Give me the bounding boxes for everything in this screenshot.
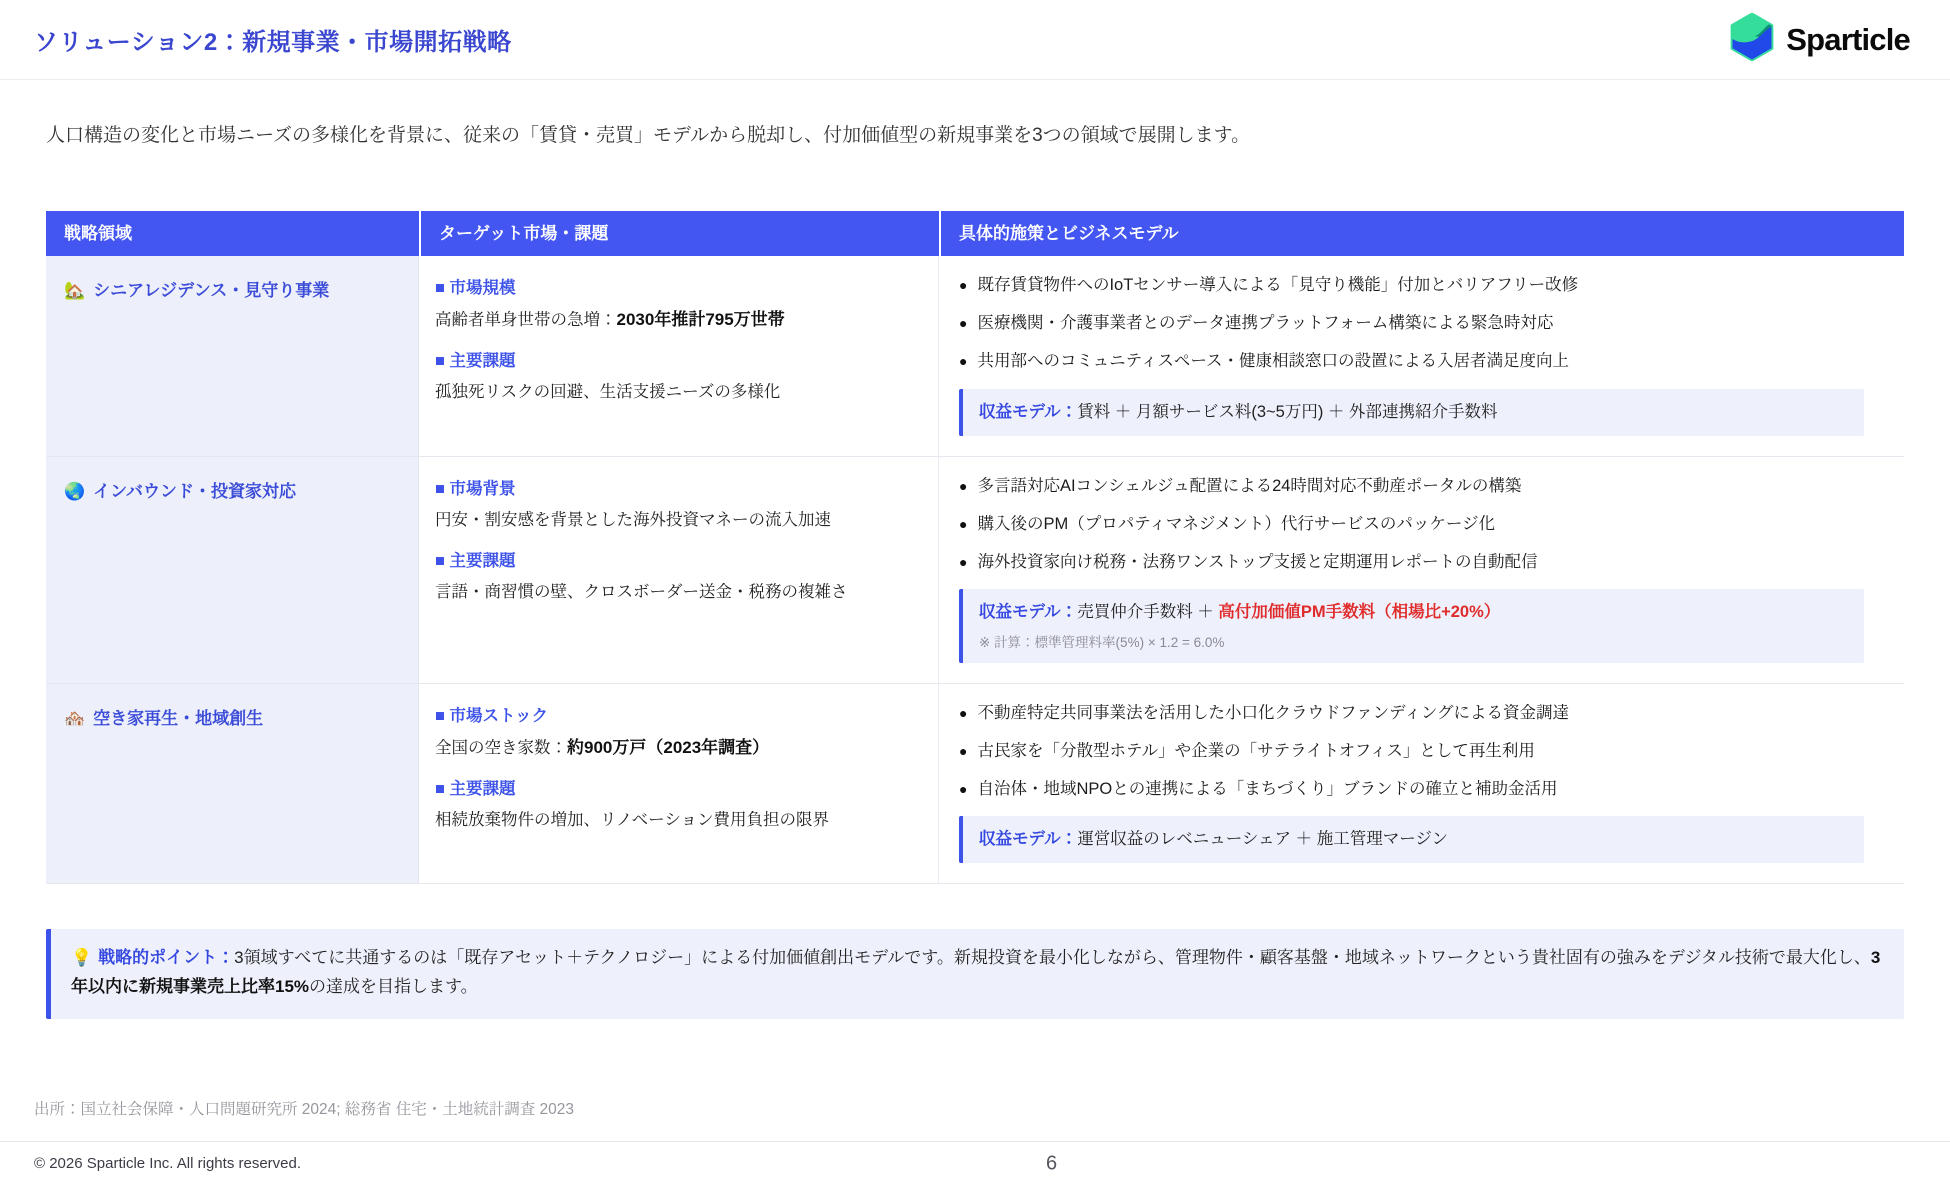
- market-heading: ■ 市場規模: [435, 279, 516, 298]
- strategy-table: [46, 211, 1904, 885]
- area-label: シニアレジデンス・見守り事業: [93, 281, 330, 301]
- copyright-text: © 2026 Sparticle Inc. All rights reserved.: [34, 1155, 302, 1173]
- house-icon: 🏡: [64, 281, 86, 301]
- market-heading: ■ 市場背景: [435, 479, 516, 498]
- area-label: 空き家再生・地域創生: [93, 709, 264, 729]
- intro-text: 人口構造の変化と市場ニーズの多様化を背景に、従来の「賃貸・売買」モデルから脱却し、付加価値型の新規事業を3つの領域で展開します。: [46, 125, 1251, 146]
- market-heading: ■ 市場ストック: [435, 707, 549, 726]
- area-label: インバウンド・投資家対応: [93, 481, 296, 501]
- sparticle-logo: [1728, 13, 1910, 66]
- bullet-icon: ●: [959, 553, 968, 570]
- revenue-text: 賃料 ＋ 月額サービス料(3~5万円) ＋ 外部連携紹介手数料: [1077, 402, 1498, 421]
- bullet-icon: ●: [959, 515, 968, 532]
- market-heading: ■ 主要課題: [435, 551, 516, 570]
- table-header-row: [46, 211, 1904, 257]
- column-header-measures: 具体的施策とビジネスモデル: [939, 211, 1904, 257]
- strategic-point-callout: [46, 929, 1904, 1019]
- market-heading: ■ 主要課題: [435, 779, 516, 798]
- market-line: 相続放棄物件の増加、リノベーション費用負担の限界: [435, 810, 830, 829]
- sparticle-logo-icon: [1728, 13, 1776, 66]
- page-title: ソリューション2：新規事業・市場開拓戦略: [34, 29, 512, 56]
- market-line: 全国の空き家数：約900万戸（2023年調査）: [435, 738, 770, 758]
- area-cell: [46, 256, 419, 456]
- market-cell: [419, 457, 939, 684]
- column-header-strategy-area: 戦略領域: [46, 211, 419, 257]
- globe-icon: 🌏: [64, 481, 86, 501]
- bullet-icon: ●: [959, 743, 968, 760]
- market-line: 高齢者単身世帯の急増：2030年推計795万世帯: [435, 310, 785, 330]
- footer: [0, 1141, 1950, 1185]
- revenue-label: 収益モデル：: [979, 602, 1078, 621]
- callout-text: 3領域すべてに共通するのは「既存アセット＋テクノロジー」による付加価値創出モデルです。新規投資を最小化しながら、管理物件・顧客基盤・地域ネットワークという貴社固有の強みをデジタル技術で最大化し、: [234, 948, 1871, 968]
- area-cell: [46, 684, 419, 884]
- market-heading: ■ 主要課題: [435, 352, 516, 371]
- source-citation: 出所：国立社会保障・人口問題研究所 2024; 総務省 住宅・土地統計調査 2023: [34, 1101, 574, 1119]
- measure-item: ● 古民家を「分散型ホテル」や企業の「サテライトオフィス」として再生利用: [959, 740, 1884, 763]
- measure-item: ● 共用部へのコミュニティスペース・健康相談窓口の設置による入居者満足度向上: [959, 350, 1884, 373]
- table-row-vacant-house: [46, 684, 1904, 884]
- market-line: 円安・割安感を背景とした海外投資マネーの流入加速: [435, 510, 831, 529]
- bullet-icon: ●: [959, 705, 968, 722]
- callout-label: 戦略的ポイント：: [98, 948, 235, 968]
- bullet-icon: ●: [959, 353, 968, 370]
- measure-item: ● 多言語対応AIコンシェルジュ配置による24時間対応不動産ポータルの構築: [959, 475, 1884, 498]
- logo-text: Sparticle: [1786, 21, 1910, 57]
- bullet-icon: ●: [959, 277, 968, 294]
- column-header-target-market: ターゲット市場・課題: [419, 211, 939, 257]
- market-cell: [419, 256, 939, 456]
- measures-cell: [939, 684, 1904, 884]
- area-cell: [46, 457, 419, 684]
- revenue-label: 収益モデル：: [979, 402, 1078, 421]
- revenue-model-box: [959, 589, 1864, 663]
- callout-bold-text: 3年以内に新規事業売上比率15%: [71, 948, 1881, 997]
- measure-item: ● 自治体・地域NPOとの連携による「まちづくり」ブランドの確立と補助金活用: [959, 778, 1884, 801]
- revenue-label: 収益モデル：: [979, 830, 1078, 849]
- measures-cell: [939, 457, 1904, 684]
- houses-icon: 🏘️: [64, 709, 86, 729]
- measures-cell: [939, 256, 1904, 456]
- revenue-model-box: [959, 389, 1864, 436]
- measure-item: ● 医療機関・介護事業者とのデータ連携プラットフォーム構築による緊急時対応: [959, 312, 1884, 335]
- top-bar: [0, 0, 1950, 80]
- revenue-note: ※ 計算：標準管理料率(5%) × 1.2 = 6.0%: [979, 635, 1225, 651]
- table-row-senior-residence: [46, 256, 1904, 456]
- revenue-text: 運営収益のレベニューシェア ＋ 施工管理マージン: [1077, 830, 1448, 849]
- table-row-inbound-investors: [46, 457, 1904, 684]
- market-line: 孤独死リスクの回避、生活支援ニーズの多様化: [435, 383, 781, 402]
- measure-item: ● 不動産特定共同事業法を活用した小口化クラウドファンディングによる資金調達: [959, 702, 1884, 725]
- measure-item: ● 購入後のPM（プロパティマネジメント）代行サービスのパッケージ化: [959, 513, 1884, 536]
- revenue-model-box: [959, 816, 1864, 863]
- callout-text-after: の達成を目指します。: [309, 977, 478, 997]
- market-line: 言語・商習慣の壁、クロスボーダー送金・税務の複雑さ: [435, 582, 848, 601]
- measure-item: ● 海外投資家向け税務・法務ワンストップ支援と定期運用レポートの自動配信: [959, 551, 1884, 574]
- revenue-text: 売買仲介手数料 ＋: [1077, 602, 1219, 621]
- bullet-icon: ●: [959, 477, 968, 494]
- page-number: 6: [1046, 1152, 1058, 1175]
- bullet-icon: ●: [959, 781, 968, 798]
- measure-item: ● 既存賃貸物件へのIoTセンサー導入による「見守り機能」付加とバリアフリー改修: [959, 274, 1884, 297]
- lightbulb-icon: 💡: [71, 948, 93, 968]
- market-cell: [419, 684, 939, 884]
- revenue-highlight: 高付加価値PM手数料（相場比+20%）: [1218, 602, 1501, 621]
- bullet-icon: ●: [959, 315, 968, 332]
